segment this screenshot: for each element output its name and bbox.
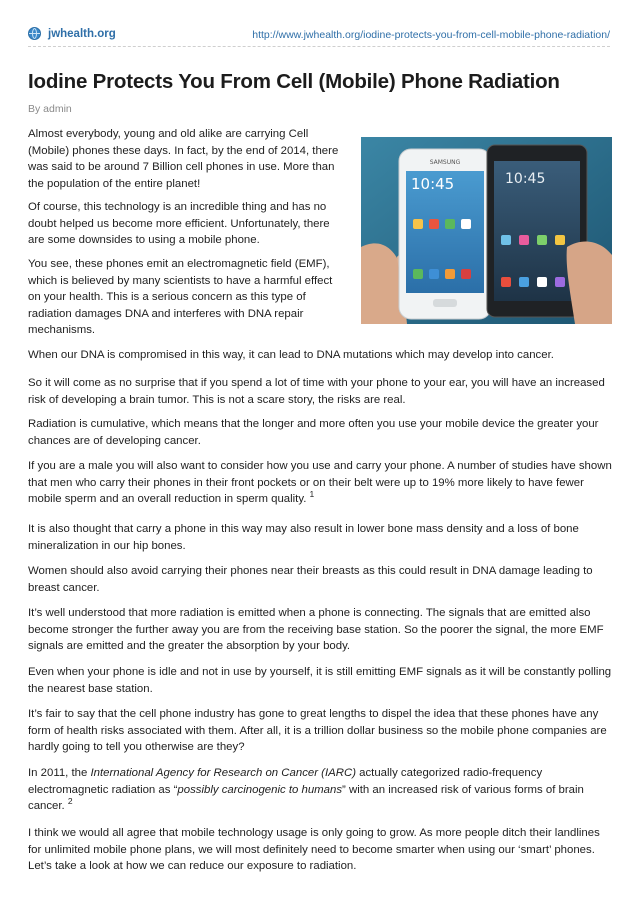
article-image [361,137,612,324]
header-divider [28,46,610,47]
article-byline: By admin [28,103,72,115]
iarc-quote: possibly carcinogenic to humans [177,783,343,796]
page-header [0,0,638,50]
article-paragraph: Even when your phone is idle and not in use by yourself, it is still emitting EMF signals as it will be constantly polling the nearest base station. [28,666,612,695]
article-paragraph-iarc [28,765,612,815]
phone-clock-text: 10:45 [411,175,455,193]
page-url-link[interactable]: http://www.jwhealth.org/iodine-protects-you-from-cell-mobile-phone-radiation/ [252,29,610,41]
article-paragraph: Almost everybody, young and old alike are carrying Cell (Mobile) phones these days. In fact, by the end of 2014, there was said to be around 7 Billion cell phones in use. More than the population of the entire planet! [28,128,339,190]
article-paragraph: Radiation is cumulative, which means that the longer and more often you use your mobile device the greater your chances are of developing cancer. [28,418,599,447]
iarc-lead-text: In 2011, the [28,767,91,779]
article-paragraph: So it will come as no surprise that if you spend a lot of time with your phone to your ear, you will have an increased risk of developing a brain tumor. This is not a scare story, the risks are real. [28,377,605,406]
svg-text:10:45: 10:45 [505,171,546,187]
iarc-middle-text: actually categorized radio-frequency electromagnetic radiation as “ [28,767,543,796]
iarc-agency-name: International Agency for Research on Cancer (IARC) [90,767,356,779]
article-paragraph: When our DNA is compromised in this way, it can lead to DNA mutations which may develop into cancer. [28,349,554,361]
iarc-tail-text: ” with an increased risk of various forms of brain cancer. [28,783,584,813]
globe-icon [28,27,41,40]
site-link[interactable] [28,27,116,40]
footnote-ref-1[interactable]: 1 [309,489,315,500]
article-paragraph: You see, these phones emit an electromagnetic field (EMF), which is believed by many scientists to have a harmful effect on your health. This is a serious concern as this type of radiation damages DNA and interferes with DNA repair mechanisms. [28,258,333,337]
phone-brand-text: SAMSUNG [429,159,461,166]
article-paragraph: Women should also avoid carrying their phones near their breasts as this could result in DNA damage leading to breast cancer. [28,565,593,594]
article-paragraph: It’s fair to say that the cell phone industry has gone to great lengths to dispel the idea that these phones have any form of health risks associated with them. After all, it is a trillion dollar business so the mobile phone companies are hardly going to tell you otherwise are they? [28,708,607,754]
article-paragraph-male [28,458,612,508]
article-title: Iodine Protects You From Cell (Mobile) Phone Radiation [28,70,560,93]
article-paragraph: Of course, this technology is an incredible thing and has no doubt helped us become more efficient. Unfortunately, there are some downsides to using a mobile phone. [28,201,330,247]
male-paragraph-text: If you are a male you will also want to consider how you use and carry your phone. A number of studies have shown that men who carry their phones in their front pockets or on their belt were up to 19% more likely to have fewer mobile sperm and an overall reduction in sperm quality. [28,460,612,506]
phones-in-hands-illustration [361,137,612,324]
footnote-ref-2[interactable]: 2 [67,796,73,807]
article-paragraph: I think we would all agree that mobile technology usage is only going to grow. As more people ditch their landlines for unlimited mobile phone plans, we will most definitely need to become smarter when using our ‘smart’ phones. Let’s take a look at how we can reduce our exposure to radiation. [28,827,600,873]
article-paragraph: It is also thought that carry a phone in this way may also result in lower bone mass density and a loss of bone mineralization in our hip bones. [28,523,579,552]
article-paragraph: It’s well understood that more radiation is emitted when a phone is connecting. The signals that are emitted also become stronger the further away you are from the receiving base station. So the poorer the signal, the more EMF signals are emitted and the greater the absorption by your body. [28,607,604,653]
site-name[interactable]: jwhealth.org [48,27,116,40]
